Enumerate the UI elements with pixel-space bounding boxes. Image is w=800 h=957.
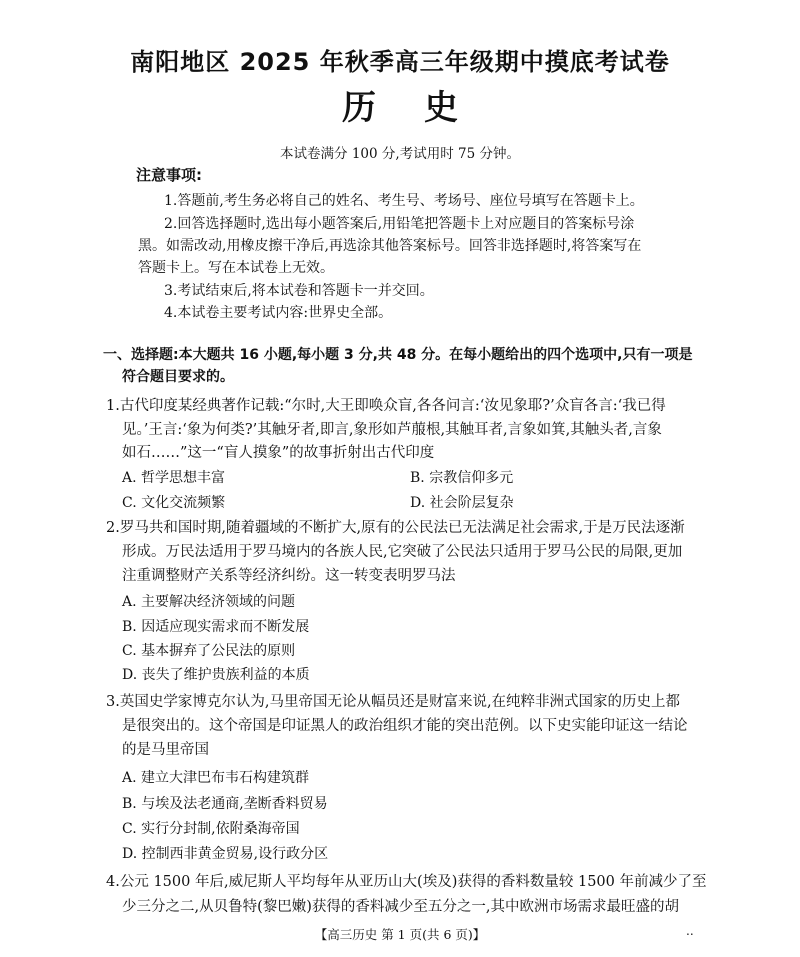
question-4-line: 4.公元 1500 年后,威尼斯人平均每年从亚历山大(埃及)获得的香料数量较 1500 年前减少了至 — [106, 874, 707, 890]
question-3-option-c: C. 实行分封制,依附桑海帝国 — [122, 821, 300, 837]
question-1-line: 1.古代印度某经典著作记载:“尔时,大王即唤众盲,各各问言:‘汝见象耶?’众盲各言:‘我已得 — [106, 398, 666, 414]
section-heading: 一、选择题:本大题共 16 小题,每小题 3 分,共 48 分。在每小题给出的四个选项中,只有一项是 — [103, 347, 693, 363]
question-1-option-b: B. 宗教信仰多元 — [410, 470, 514, 486]
notes-line: 黑。如需改动,用橡皮擦干净后,再选涂其他答案标号。回答非选择题时,将答案写在 — [138, 238, 642, 254]
notes-line: 3.考试结束后,将本试卷和答题卡一并交回。 — [164, 283, 434, 299]
question-3-option-b: B. 与埃及法老通商,垄断香料贸易 — [122, 796, 328, 812]
question-2-line: 注重调整财产关系等经济纠纷。这一转变表明罗马法 — [122, 568, 456, 584]
question-2-option-b: B. 因适应现实需求而不断发展 — [122, 619, 310, 635]
question-4-line: 少三分之二,从贝鲁特(黎巴嫩)获得的香料减少至五分之一,其中欧洲市场需求最旺盛的胡 — [122, 899, 680, 915]
notes-line: 1.答题前,考生务必将自己的姓名、考生号、考场号、座位号填写在答题卡上。 — [164, 193, 644, 209]
notes-line: 答题卡上。写在本试卷上无效。 — [138, 260, 334, 276]
question-3-option-d: D. 控制西非黄金贸易,设行政分区 — [122, 846, 329, 862]
section-heading-cont: 符合题目要求的。 — [122, 369, 234, 385]
exam-title: 南阳地区 2025 年秋季高三年级期中摸底考试卷 — [130, 48, 670, 76]
subject-heading: 历史 — [342, 88, 506, 128]
question-3-line: 的是马里帝国 — [122, 742, 209, 758]
corner-mark: .. — [686, 924, 694, 938]
question-3-line: 3.英国史学家博克尔认为,马里帝国无论从幅员还是财富来说,在纯粹非洲式国家的历史上都 — [106, 694, 681, 710]
question-2-option-a: A. 主要解决经济领域的问题 — [122, 594, 296, 610]
score-time-line: 本试卷满分 100 分,考试用时 75 分钟。 — [280, 146, 520, 162]
notes-line: 2.回答选择题时,选出每小题答案后,用铅笔把答题卡上对应题目的答案标号涂 — [164, 216, 635, 232]
question-3-line: 是很突出的。这个帝国是印证黑人的政治组织才能的突出范例。以下史实能印证这一结论 — [122, 718, 688, 734]
question-1-line: 如石……”这一“盲人摸象”的故事折射出古代印度 — [122, 445, 435, 461]
question-2-option-d: D. 丧失了维护贵族利益的本质 — [122, 667, 310, 683]
question-2-line: 形成。万民法适用于罗马境内的各族人民,它突破了公民法只适用于罗马公民的局限,更加 — [122, 544, 683, 560]
question-1-option-a: A. 哲学思想丰富 — [122, 470, 226, 486]
notes-title: 注意事项: — [136, 166, 202, 184]
notes-line: 4.本试卷主要考试内容:世界史全部。 — [164, 305, 393, 321]
page-footer: 【高三历史 第 1 页(共 6 页)】 — [314, 927, 486, 942]
question-1-option-d: D. 社会阶层复杂 — [410, 495, 514, 511]
question-1-line: 见。’王言:‘象为何类?’其触牙者,即言,象形如芦菔根,其触耳者,言象如箕,其触头者,言象 — [122, 422, 662, 438]
question-1-option-c: C. 文化交流频繁 — [122, 495, 226, 511]
question-2-option-c: C. 基本摒弃了公民法的原则 — [122, 643, 296, 659]
question-3-option-a: A. 建立大津巴布韦石构建筑群 — [122, 770, 310, 786]
question-2-line: 2.罗马共和国时期,随着疆域的不断扩大,原有的公民法已无法满足社会需求,于是万民法逐渐 — [106, 520, 685, 536]
